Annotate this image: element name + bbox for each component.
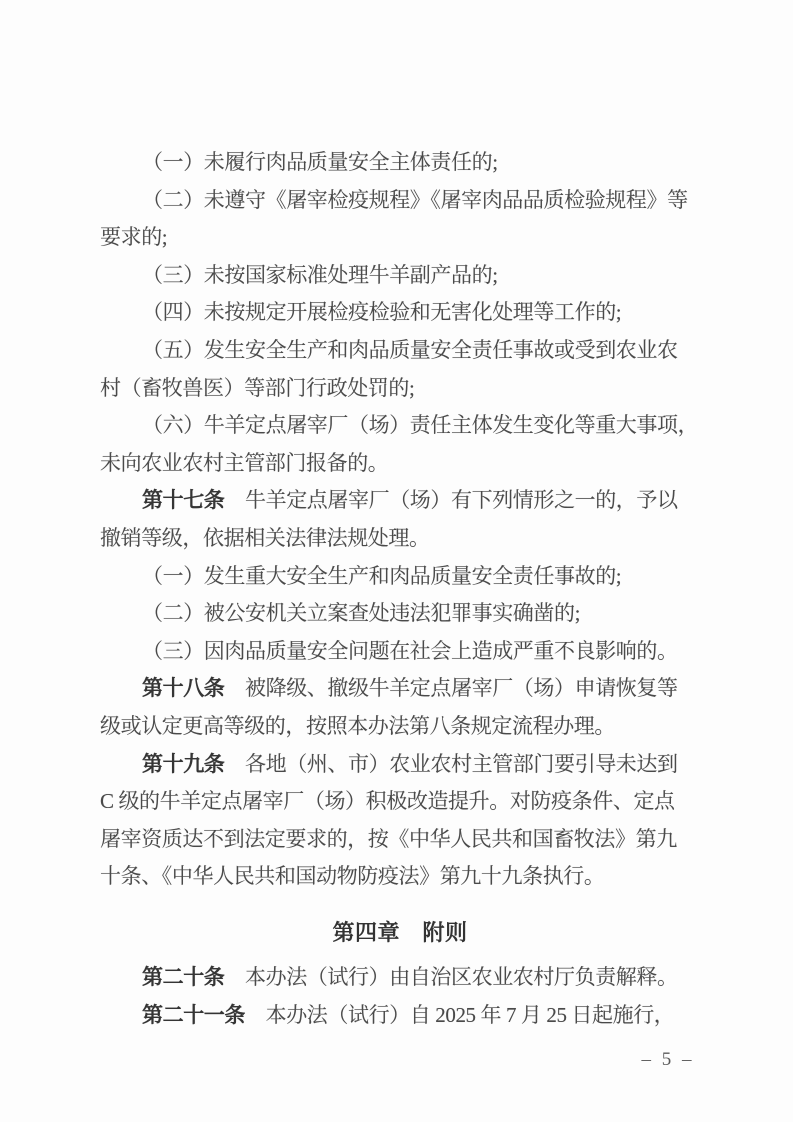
text-line (100, 670, 700, 708)
text-line: （三）因肉品质量安全问题在社会上造成严重不良影响的。 (142, 638, 678, 663)
article-number: 第二十一条 (142, 1004, 245, 1028)
text-line: （一）未履行肉品质量安全主体责任的; (142, 150, 498, 174)
text-line: （五）发生安全生产和肉品质量安全责任事故或受到农业农 (142, 337, 678, 362)
text-line (100, 482, 700, 520)
article-text: 本办法（试行）自 2025 年 7 月 25 日起施行， (245, 1003, 675, 1028)
article-number: 第十七条 (142, 489, 225, 513)
article-number: 第十九条 (142, 752, 225, 776)
article-text: 被降级、撤级牛羊定点屠宰厂（场）申请恢复等 (224, 676, 678, 701)
article-number: 第十八条 (142, 677, 225, 701)
text-line (100, 746, 700, 784)
document-body (100, 144, 700, 1035)
text-line: （六）牛羊定点屠宰厂（场）责任主体发生变化等重大事项， (142, 413, 699, 438)
chapter-heading: 第四章 附则 (332, 919, 468, 945)
text-line: 未向农业农村主管部门报备的。 (100, 450, 389, 475)
article-text: 牛羊定点屠宰厂（场）有下列情形之一的，予以 (224, 488, 678, 513)
text-line (100, 997, 700, 1035)
text-line: C 级的牛羊定点屠宰厂（场）积极改造提升。对防疫条件、定点 (100, 789, 675, 814)
text-line: （三）未按国家标准处理牛羊副产品的; (142, 262, 498, 287)
text-line: 撤销等级，依据相关法律法规处理。 (100, 525, 430, 550)
text-line: 村（畜牧兽医）等部门行政处罚的; (100, 375, 415, 400)
text-line: （二）被公安机关立案查处违法犯罪事实确凿的; (142, 601, 581, 626)
text-line: 要求的; (100, 225, 168, 250)
text-line: 十条、《中华人民共和国动物防疫法》第九十九条执行。 (100, 864, 605, 889)
article-text: 各地（州、市）农业农村主管部门要引导未达到 (224, 751, 678, 776)
text-line: 屠宰资质达不到法定要求的，按《中华人民共和国畜牧法》第九 (100, 826, 677, 851)
text-line: （一）发生重大安全生产和肉品质量安全责任事故的; (142, 563, 622, 588)
article-number: 第二十条 (142, 966, 225, 990)
article-text: 本办法（试行）由自治区农业农村厅负责解释。 (224, 965, 678, 990)
page-number: – 5 – (641, 1049, 695, 1070)
text-line (100, 959, 700, 997)
text-line: （二）未遵守《屠宰检疫规程》《屠宰肉品品质检验规程》等 (142, 187, 688, 212)
text-line: 级或认定更高等级的，按照本办法第八条规定流程办理。 (100, 713, 615, 738)
text-line: （四）未按规定开展检疫检验和无害化处理等工作的; (142, 300, 622, 325)
